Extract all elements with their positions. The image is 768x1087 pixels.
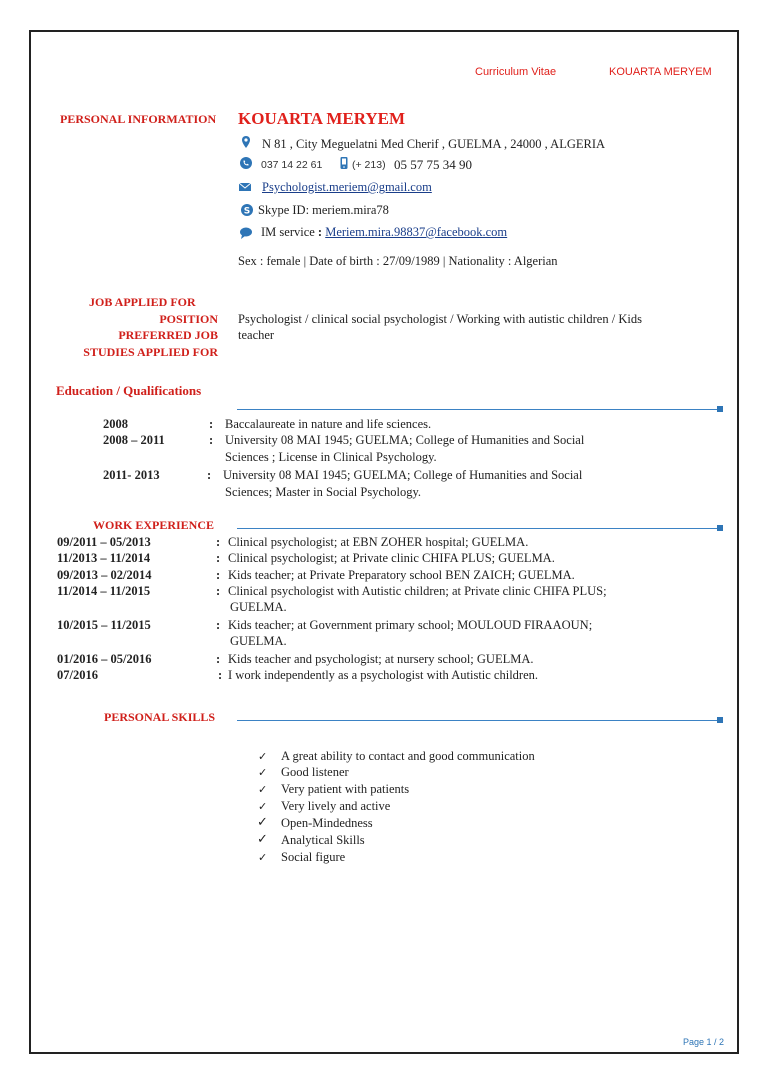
work-dates: 10/2015 – 11/2015 [57, 618, 151, 632]
work-line: GUELMA. [230, 600, 287, 614]
work-sep: : [216, 652, 221, 666]
work-divider [237, 528, 723, 529]
work-sep: : [216, 535, 221, 549]
edu-line: Baccalaureate in nature and life sciences. [225, 417, 432, 431]
email-icon [238, 180, 252, 194]
edu-sep: : [209, 433, 214, 447]
work-sep: : [216, 551, 221, 565]
section-education: Education / Qualifications [56, 383, 202, 398]
doc-owner: KOUARTA MERYEM [609, 66, 712, 78]
skill-item: Open-Mindedness [281, 816, 373, 830]
svg-text:S: S [243, 206, 251, 217]
skill-item: Good listener [281, 765, 349, 779]
edu-line: Sciences; Master in Social Psychology. [225, 485, 422, 499]
edu-sep: : [207, 468, 212, 482]
person-name: KOUARTA MERYEM [238, 109, 406, 128]
job-label-line2: POSITION [159, 312, 218, 326]
checkmark-icon: ✓ [257, 815, 268, 830]
work-line: Kids teacher and psychologist; at nursery school; GUELMA. [228, 652, 534, 666]
im-separator: : [317, 225, 323, 239]
work-line: GUELMA. [230, 634, 287, 648]
skype-id: Skype ID: meriem.mira78 [258, 203, 389, 217]
edu-line: University 08 MAI 1945; GUELMA; College of Humanities and Social [225, 433, 585, 447]
work-dates: 01/2016 – 05/2016 [57, 652, 152, 666]
mobile-prefix: (+ 213) [352, 159, 386, 171]
work-divider-marker [717, 525, 723, 531]
checkmark-icon: ✓ [257, 832, 268, 847]
work-dates: 09/2011 – 05/2013 [57, 535, 151, 549]
job-label-line4: STUDIES APPLIED FOR [83, 345, 218, 359]
skill-item: Analytical Skills [281, 833, 365, 847]
skills-divider [237, 720, 723, 721]
chat-bubble-icon [239, 226, 253, 240]
page-number: Page 1 / 2 [683, 1037, 725, 1047]
job-label-line1: JOB APPLIED FOR [89, 295, 196, 309]
work-line: Clinical psychologist; at EBN ZOHER hospital; GUELMA. [228, 535, 529, 549]
section-work-experience: WORK EXPERIENCE [93, 518, 215, 532]
edu-line: University 08 MAI 1945; GUELMA; College of Humanities and Social [223, 468, 583, 482]
edu-line: Sciences ; License in Clinical Psychology. [225, 450, 437, 464]
email-link[interactable]: Psychologist.meriem@gmail.com [262, 180, 432, 194]
skill-item: Social figure [281, 850, 346, 864]
work-line: Clinical psychologist; at Private clinic CHIFA PLUS; GUELMA. [228, 551, 555, 565]
work-dates: 07/2016 [57, 668, 98, 682]
work-line: Clinical psychologist with Autistic children; at Private clinic CHIFA PLUS; [228, 584, 607, 598]
work-dates: 11/2014 – 11/2015 [57, 584, 151, 598]
work-line: Kids teacher; at Government primary school; MOULOUD FIRAAOUN; [228, 618, 593, 632]
work-sep: : [218, 668, 223, 682]
phone-home: 037 14 22 61 [261, 159, 323, 171]
job-text-line1: Psychologist / clinical social psychologist / Working with autistic children / Kids [238, 312, 642, 326]
work-sep: : [216, 584, 221, 598]
location-pin-icon [239, 135, 253, 149]
mobile-number: 05 57 75 34 90 [394, 157, 472, 172]
address: N 81 , City Meguelatni Med Cherif , GUELMA , 24000 , ALGERIA [262, 137, 606, 151]
phone-icon [239, 156, 253, 170]
skills-divider-marker [717, 717, 723, 723]
work-dates: 11/2013 – 11/2014 [57, 551, 151, 565]
work-line: Kids teacher; at Private Preparatory school BEN ZAICH; GUELMA. [228, 568, 575, 582]
mobile-phone-icon [337, 156, 351, 170]
work-sep: : [216, 618, 221, 632]
im-service-link[interactable]: Meriem.mira.98837@facebook.com [325, 225, 508, 239]
edu-year: 2011- 2013 [103, 468, 160, 482]
job-label-line3: PREFERRED JOB [118, 328, 218, 342]
im-service-label: IM service [261, 225, 315, 239]
education-divider [237, 409, 723, 410]
skype-icon [240, 203, 254, 217]
edu-year: 2008 – 2011 [103, 433, 165, 447]
skill-item: Very lively and active [281, 799, 391, 813]
edu-sep: : [209, 417, 214, 431]
skill-item: A great ability to contact and good communication [281, 749, 535, 763]
section-personal-skills: PERSONAL SKILLS [104, 710, 216, 724]
checkmark-icon: ✓ [258, 783, 268, 796]
work-line: I work independently as a psychologist with Autistic children. [228, 668, 539, 682]
job-text-line2: teacher [238, 328, 275, 342]
education-divider-marker [717, 406, 723, 412]
skill-item: Very patient with patients [281, 782, 410, 796]
checkmark-icon: ✓ [258, 851, 268, 864]
work-dates: 09/2013 – 02/2014 [57, 568, 152, 582]
section-personal-information: PERSONAL INFORMATION [60, 112, 217, 126]
checkmark-icon: ✓ [258, 750, 268, 763]
checkmark-icon: ✓ [258, 766, 268, 779]
edu-year: 2008 [103, 417, 128, 431]
doc-title: Curriculum Vitae [475, 66, 557, 78]
work-sep: : [216, 568, 221, 582]
personal-details: Sex : female | Date of birth : 27/09/1989 | Nationality : Algerian [238, 254, 558, 268]
checkmark-icon: ✓ [258, 800, 268, 813]
